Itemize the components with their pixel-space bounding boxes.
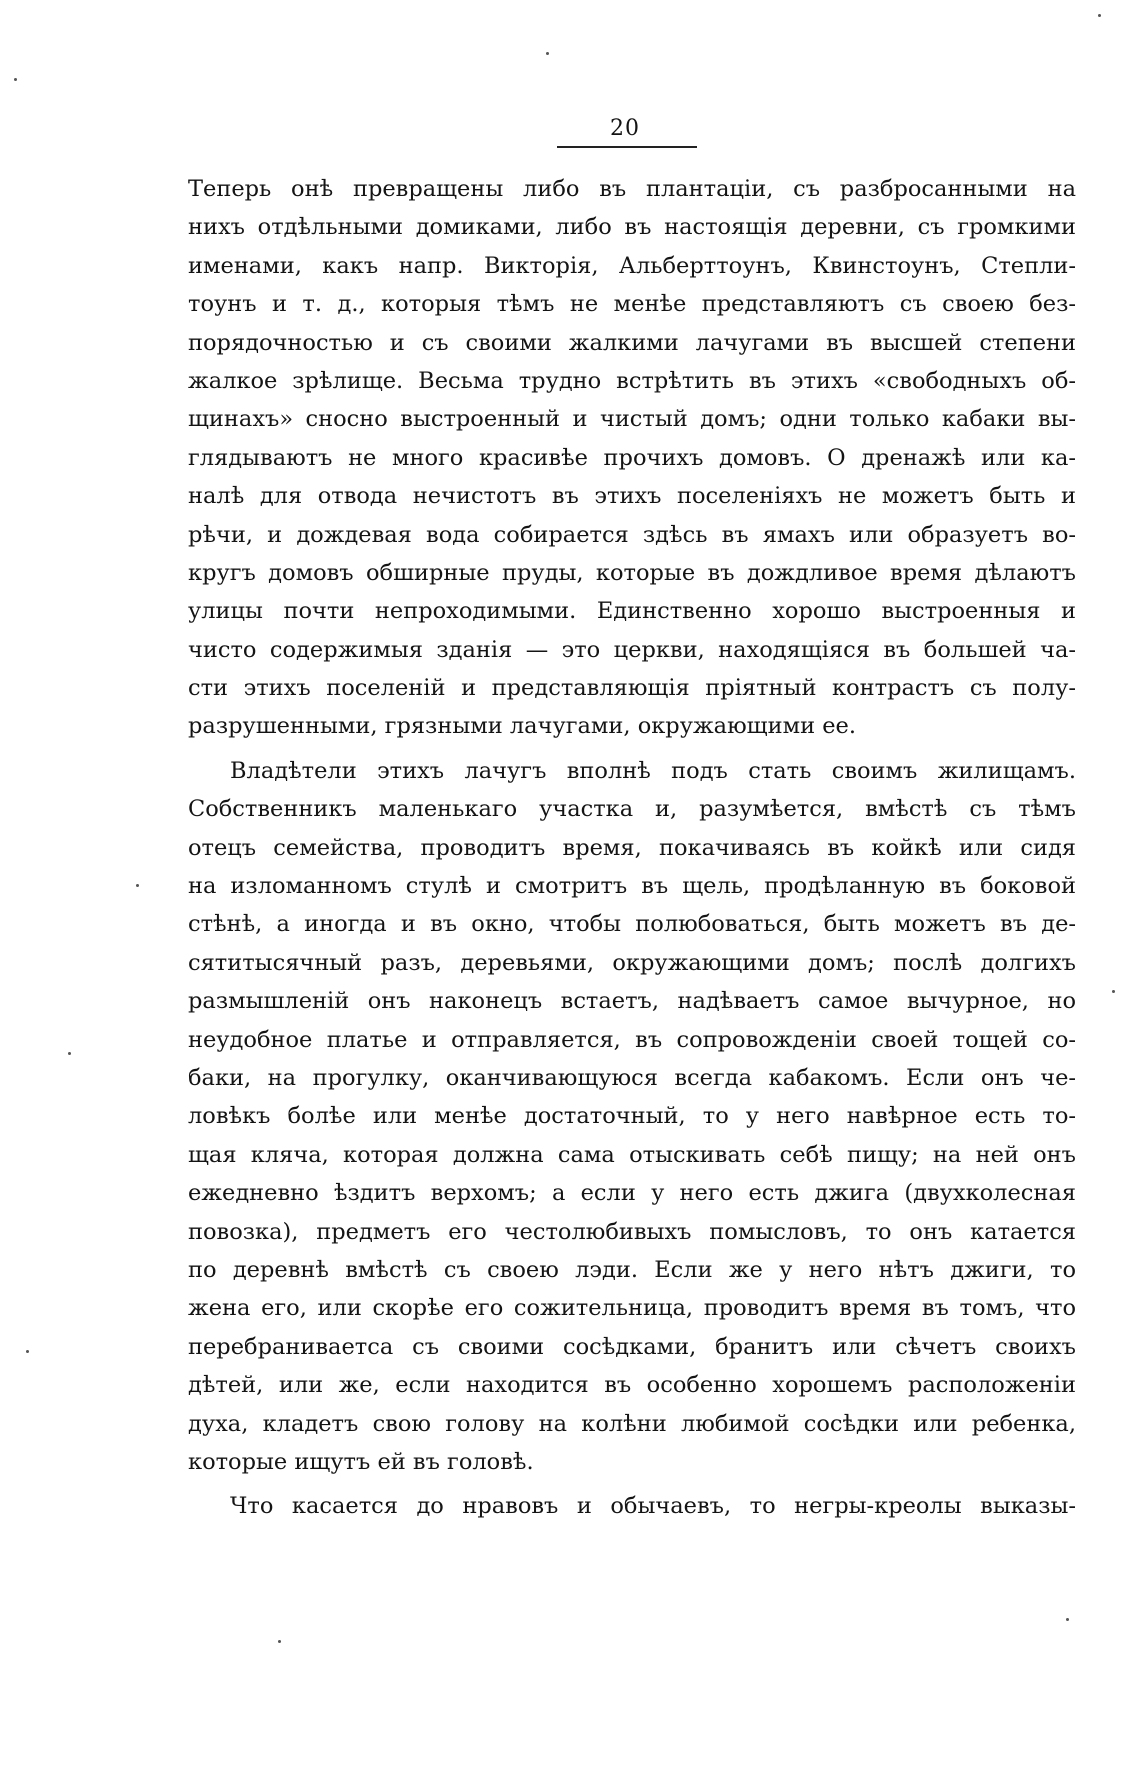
text-line: перебраниваетса съ своими сосѣдками, бранитъ или сѣчетъ своихъ bbox=[188, 1333, 1076, 1360]
text-line: на изломанномъ стулѣ и смотритъ въ щель, продѣланную въ боковой bbox=[188, 873, 1076, 900]
text-line: Что касается до нравовъ и обычаевъ, то негры-креолы выказы- bbox=[230, 1493, 1076, 1520]
header-rule bbox=[557, 146, 697, 148]
paragraph-1 bbox=[188, 170, 1076, 746]
text-line: кругъ домовъ обширные пруды, которые въ дождливое время дѣлаютъ bbox=[188, 559, 1076, 586]
text-line: тоунъ и т. д., которыя тѣмъ не менѣе представляютъ съ своею без- bbox=[188, 291, 1076, 318]
text-line: размышленій онъ наконецъ встаетъ, надѣваетъ самое вычурное, но bbox=[188, 988, 1076, 1015]
text-line: повозка), предметъ его честолюбивыхъ помысловъ, то онъ катается bbox=[188, 1218, 1076, 1245]
scan-speck bbox=[546, 52, 549, 55]
text-line: которые ищутъ ей въ головѣ. bbox=[188, 1448, 534, 1475]
text-line: ежедневно ѣздитъ верхомъ; а если у него есть джига (двухколесная bbox=[188, 1180, 1076, 1207]
text-line: рѣчи, и дождевая вода собирается здѣсь въ ямахъ или образуетъ во- bbox=[188, 521, 1076, 548]
text-line: дѣтей, или же, если находится въ особенно хорошемъ расположеніи bbox=[188, 1372, 1076, 1399]
body-text bbox=[188, 170, 1076, 1526]
text-line: по деревнѣ вмѣстѣ съ своею лэди. Если же у него нѣтъ джиги, то bbox=[188, 1256, 1076, 1283]
scan-speck bbox=[68, 1052, 71, 1055]
paragraph-3 bbox=[188, 1487, 1076, 1525]
text-line: глядываютъ не много красивѣе прочихъ домовъ. О дренажѣ или ка- bbox=[188, 444, 1076, 471]
text-line: баки, на прогулку, оканчивающуюся всегда кабакомъ. Если онъ че- bbox=[188, 1064, 1076, 1091]
text-line: нихъ отдѣльными домиками, либо въ настоящія деревни, съ громкими bbox=[188, 214, 1076, 241]
text-line: Владѣтели этихъ лачугъ вполнѣ подъ стать своимъ жилищамъ. bbox=[230, 757, 1076, 784]
text-line: налѣ для отвода нечистотъ въ этихъ поселеніяхъ не можетъ быть и bbox=[188, 483, 1076, 510]
text-line: неудобное платье и отправляется, въ сопровожденіи своей тощей со- bbox=[188, 1026, 1076, 1053]
text-line: стѣнѣ, а иногда и въ окно, чтобы полюбоваться, быть можетъ въ де- bbox=[188, 911, 1076, 938]
text-line: ловѣкъ болѣе или менѣе достаточный, то у него навѣрное есть то- bbox=[188, 1103, 1076, 1130]
text-line: чисто содержимыя зданія — это церкви, находящіяся въ большей ча- bbox=[188, 636, 1076, 663]
text-line: жалкое зрѣлище. Весьма трудно встрѣтить въ этихъ «свободныхъ об- bbox=[188, 367, 1076, 394]
scan-speck bbox=[1066, 1618, 1069, 1621]
text-line: Собственникъ маленькаго участка и, разумѣется, вмѣстѣ съ тѣмъ bbox=[188, 796, 1076, 823]
text-line: порядочностью и съ своими жалкими лачугами въ высшей степени bbox=[188, 329, 1076, 356]
text-line: улицы почти непроходимыми. Единственно хорошо выстроенныя и bbox=[188, 598, 1076, 625]
scan-speck bbox=[278, 1640, 281, 1643]
text-line: щая кляча, которая должна сама отыскивать себѣ пищу; на ней онъ bbox=[188, 1141, 1076, 1168]
text-line: Теперь онѣ превращены либо въ плантаціи, съ разбросанными на bbox=[188, 176, 1076, 202]
scan-speck bbox=[1098, 14, 1101, 17]
text-line: щинахъ» сносно выстроенный и чистый домъ; одни только кабаки вы- bbox=[188, 406, 1076, 433]
scan-speck bbox=[1112, 990, 1115, 993]
scan-speck bbox=[14, 78, 17, 81]
paragraph-2 bbox=[188, 752, 1076, 1481]
scan-speck bbox=[136, 884, 139, 887]
text-line: сти этихъ поселеній и представляющія пріятный контрастъ съ полу- bbox=[188, 675, 1076, 702]
text-line: сятитысячный разъ, деревьями, окружающими домъ; послѣ долгихъ bbox=[188, 949, 1076, 976]
page-number: 20 bbox=[610, 116, 640, 141]
text-line: именами, какъ напр. Викторія, Альберттоунъ, Квинстоунъ, Степли- bbox=[188, 252, 1076, 279]
text-line: отецъ семейства, проводитъ время, покачиваясь въ койкѣ или сидя bbox=[188, 834, 1076, 861]
text-line: жена его, или скорѣе его сожительница, проводитъ время въ томъ, что bbox=[188, 1295, 1076, 1322]
text-line: разрушенными, грязными лачугами, окружающими ее. bbox=[188, 713, 857, 740]
scan-speck bbox=[26, 1350, 29, 1353]
text-line: духа, кладетъ свою голову на колѣни любимой сосѣдки или ребенка, bbox=[188, 1410, 1076, 1437]
